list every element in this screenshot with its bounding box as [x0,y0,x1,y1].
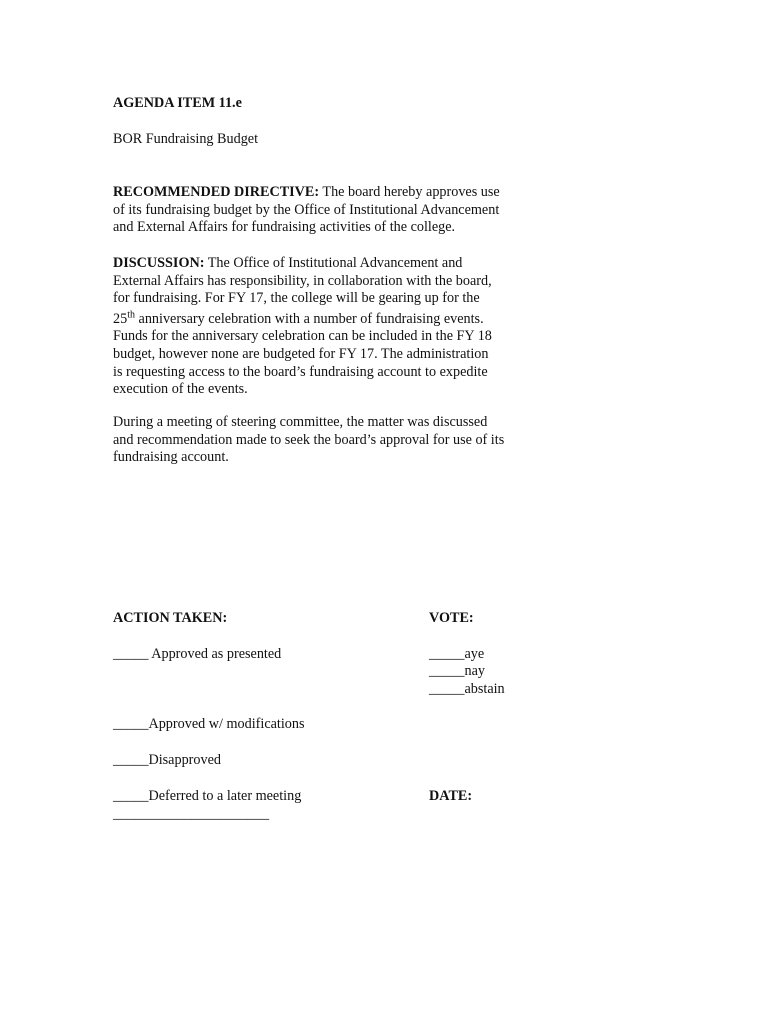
steering-line: During a meeting of steering committee, the matter was discussed [113,414,488,430]
discussion-line: for fundraising. For FY 17, the college will be gearing up for the [113,290,480,307]
vote-nay-field[interactable]: _____nay [429,663,485,679]
directive-line: and External Affairs for fundraising activities of the college. [113,219,456,236]
directive-line: of its fundraising budget by the Office of Institutional Advancement [113,201,500,218]
vote-aye-field[interactable]: _____aye [429,646,485,662]
approved-as-presented-option[interactable]: _____ Approved as presented [113,646,282,662]
approved-with-modifications-option[interactable]: _____Approved w/ modifications [113,716,305,732]
discussion-paragraph [113,255,543,399]
steering-committee-paragraph [113,414,543,467]
discussion-line: External Affairs has responsibility, in collaboration with the board, [113,272,492,289]
anniversary-number: 25 [113,310,128,327]
action-taken-heading: ACTION TAKEN: [113,610,228,626]
discussion-label: DISCUSSION: [113,255,205,271]
steering-line: fundraising account. [113,449,229,466]
signature-line[interactable]: ______________________ [113,806,270,822]
deferred-option[interactable]: _____Deferred to a later meeting [113,788,302,804]
discussion-line: The Office of Institutional Advancement and [207,255,463,271]
recommended-directive-paragraph [113,184,543,237]
discussion-line: Funds for the anniversary celebration can be included in the FY 18 [113,328,492,345]
date-label: DATE: [429,788,473,804]
directive-label: RECOMMENDED DIRECTIVE: [113,184,320,200]
vote-abstain-field[interactable]: _____abstain [429,681,505,697]
agenda-item-title: AGENDA ITEM 11.e [113,95,242,111]
discussion-line: is requesting access to the board’s fundraising account to expedite [113,363,488,380]
discussion-line: execution of the events. [113,381,248,398]
disapproved-option[interactable]: _____Disapproved [113,752,221,768]
discussion-line: anniversary celebration with a number of fundraising events. [138,310,484,327]
vote-heading: VOTE: [429,610,474,626]
agenda-item-subtitle: BOR Fundraising Budget [113,131,259,147]
directive-line: The board hereby approves use [322,184,500,200]
discussion-line: budget, however none are budgeted for FY 17. The administration [113,345,489,362]
ordinal-suffix: th [127,309,135,321]
steering-line: and recommendation made to seek the board’s approval for use of its [113,431,505,448]
